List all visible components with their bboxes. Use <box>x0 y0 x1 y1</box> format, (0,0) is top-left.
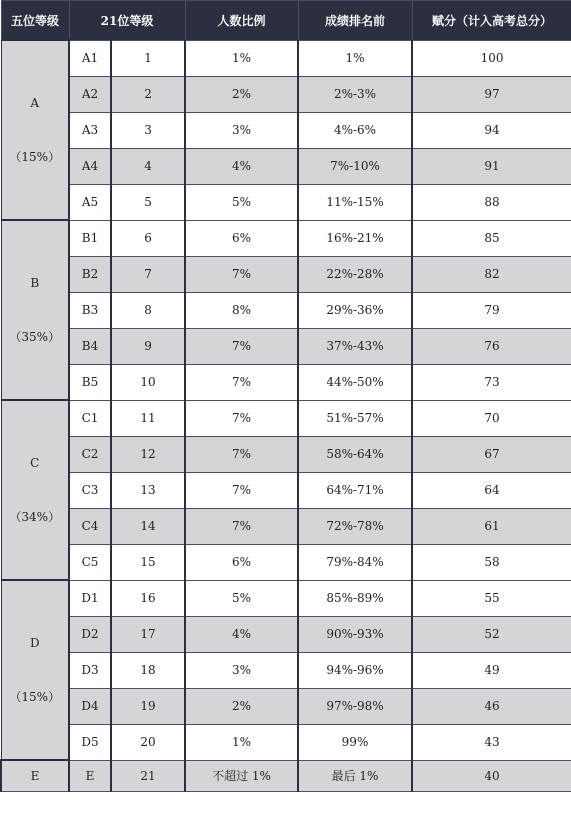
code-cell: D1 <box>69 580 111 616</box>
score-cell: 49 <box>412 652 571 688</box>
score-cell: 94 <box>412 112 571 148</box>
top-cell: 11%-15% <box>298 184 412 220</box>
code-cell: C4 <box>69 508 111 544</box>
top-cell: 37%-43% <box>298 328 412 364</box>
top-cell: 29%-36% <box>298 292 412 328</box>
rank-cell: 9 <box>111 328 185 364</box>
group-percent: （15%） <box>9 689 61 704</box>
table-row <box>1 544 571 580</box>
five-level-group <box>1 220 69 400</box>
ratio-cell: 4% <box>185 616 298 652</box>
rank-cell: 15 <box>111 544 185 580</box>
code-cell: E <box>69 760 111 792</box>
table-row <box>1 256 571 292</box>
ratio-cell: 1% <box>185 40 298 76</box>
score-cell: 58 <box>412 544 571 580</box>
top-cell: 79%-84% <box>298 544 412 580</box>
five-level-group <box>1 580 69 760</box>
code-cell: B3 <box>69 292 111 328</box>
rank-cell: 18 <box>111 652 185 688</box>
ratio-cell: 7% <box>185 472 298 508</box>
top-cell: 58%-64% <box>298 436 412 472</box>
group-percent: （34%） <box>9 509 61 524</box>
code-cell: B5 <box>69 364 111 400</box>
score-cell: 91 <box>412 148 571 184</box>
score-cell: 79 <box>412 292 571 328</box>
score-cell: 64 <box>412 472 571 508</box>
score-cell: 73 <box>412 364 571 400</box>
table-row <box>1 328 571 364</box>
code-cell: C2 <box>69 436 111 472</box>
ratio-cell: 6% <box>185 544 298 580</box>
top-cell: 51%-57% <box>298 400 412 436</box>
score-cell: 76 <box>412 328 571 364</box>
top-cell: 64%-71% <box>298 472 412 508</box>
table-row <box>1 436 571 472</box>
table-row <box>1 508 571 544</box>
ratio-cell: 5% <box>185 184 298 220</box>
top-cell: 16%-21% <box>298 220 412 256</box>
ratio-cell: 5% <box>185 580 298 616</box>
table-row-e <box>1 760 571 792</box>
table-row <box>1 220 571 256</box>
header-rank-top: 成绩排名前 <box>298 1 412 41</box>
group-percent: （15%） <box>9 149 61 164</box>
ratio-cell: 3% <box>185 112 298 148</box>
header-row <box>1 1 571 41</box>
top-cell: 最后 1% <box>298 760 412 792</box>
code-cell: D3 <box>69 652 111 688</box>
header-score: 赋分（计入高考总分） <box>412 1 571 41</box>
ratio-cell: 2% <box>185 76 298 112</box>
table-row <box>1 112 571 148</box>
ratio-cell: 7% <box>185 436 298 472</box>
table-row <box>1 184 571 220</box>
top-cell: 72%-78% <box>298 508 412 544</box>
rank-cell: 11 <box>111 400 185 436</box>
header-21-level: 21位等级 <box>69 1 185 41</box>
rank-cell: 7 <box>111 256 185 292</box>
rank-cell: 16 <box>111 580 185 616</box>
five-level-e: E <box>1 760 69 792</box>
score-cell: 55 <box>412 580 571 616</box>
header-ratio: 人数比例 <box>185 1 298 41</box>
top-cell: 99% <box>298 724 412 760</box>
table-row <box>1 724 571 760</box>
code-cell: D4 <box>69 688 111 724</box>
rank-cell: 8 <box>111 292 185 328</box>
score-cell: 88 <box>412 184 571 220</box>
table-row <box>1 76 571 112</box>
code-cell: B4 <box>69 328 111 364</box>
ratio-cell: 3% <box>185 652 298 688</box>
rank-cell: 2 <box>111 76 185 112</box>
top-cell: 2%-3% <box>298 76 412 112</box>
top-cell: 85%-89% <box>298 580 412 616</box>
score-cell: 97 <box>412 76 571 112</box>
ratio-cell: 7% <box>185 364 298 400</box>
score-cell: 85 <box>412 220 571 256</box>
rank-cell: 20 <box>111 724 185 760</box>
top-cell: 4%-6% <box>298 112 412 148</box>
code-cell: A4 <box>69 148 111 184</box>
table-row <box>1 616 571 652</box>
table-row <box>1 400 571 436</box>
top-cell: 1% <box>298 40 412 76</box>
ratio-cell: 7% <box>185 256 298 292</box>
score-cell: 70 <box>412 400 571 436</box>
code-cell: B1 <box>69 220 111 256</box>
rank-cell: 17 <box>111 616 185 652</box>
score-cell: 67 <box>412 436 571 472</box>
table-row <box>1 580 571 616</box>
code-cell: A2 <box>69 76 111 112</box>
score-cell: 43 <box>412 724 571 760</box>
ratio-cell: 8% <box>185 292 298 328</box>
code-cell: D5 <box>69 724 111 760</box>
five-level-group <box>1 400 69 580</box>
score-cell: 46 <box>412 688 571 724</box>
five-level-group <box>1 40 69 220</box>
ratio-cell: 7% <box>185 328 298 364</box>
table-row <box>1 688 571 724</box>
top-cell: 7%-10% <box>298 148 412 184</box>
ratio-cell: 2% <box>185 688 298 724</box>
top-cell: 22%-28% <box>298 256 412 292</box>
code-cell: A5 <box>69 184 111 220</box>
top-cell: 44%-50% <box>298 364 412 400</box>
group-letter: B <box>30 275 40 290</box>
rank-cell: 12 <box>111 436 185 472</box>
score-cell: 82 <box>412 256 571 292</box>
code-cell: A3 <box>69 112 111 148</box>
group-letter: C <box>30 455 40 470</box>
code-cell: C3 <box>69 472 111 508</box>
score-cell: 100 <box>412 40 571 76</box>
ratio-cell: 7% <box>185 508 298 544</box>
rank-cell: 5 <box>111 184 185 220</box>
group-letter: A <box>30 95 40 110</box>
rank-cell: 4 <box>111 148 185 184</box>
table-row <box>1 364 571 400</box>
table-row <box>1 472 571 508</box>
ratio-cell: 4% <box>185 148 298 184</box>
code-cell: B2 <box>69 256 111 292</box>
rank-cell: 6 <box>111 220 185 256</box>
code-cell: C5 <box>69 544 111 580</box>
code-cell: D2 <box>69 616 111 652</box>
group-percent: （35%） <box>9 329 61 344</box>
table-row <box>1 292 571 328</box>
code-cell: C1 <box>69 400 111 436</box>
ratio-cell: 6% <box>185 220 298 256</box>
header-five-level: 五位等级 <box>1 1 69 41</box>
table-body <box>1 40 571 792</box>
rank-cell: 1 <box>111 40 185 76</box>
ratio-cell: 1% <box>185 724 298 760</box>
ratio-cell: 7% <box>185 400 298 436</box>
table-row <box>1 148 571 184</box>
group-letter: D <box>29 635 40 650</box>
score-cell: 40 <box>412 760 571 792</box>
rank-cell: 21 <box>111 760 185 792</box>
table-row <box>1 652 571 688</box>
score-cell: 52 <box>412 616 571 652</box>
code-cell: A1 <box>69 40 111 76</box>
rank-cell: 19 <box>111 688 185 724</box>
score-cell: 61 <box>412 508 571 544</box>
top-cell: 97%-98% <box>298 688 412 724</box>
top-cell: 94%-96% <box>298 652 412 688</box>
rank-cell: 13 <box>111 472 185 508</box>
rank-cell: 3 <box>111 112 185 148</box>
rank-cell: 14 <box>111 508 185 544</box>
top-cell: 90%-93% <box>298 616 412 652</box>
table-row <box>1 40 571 76</box>
rank-cell: 10 <box>111 364 185 400</box>
ratio-cell: 不超过 1% <box>185 760 298 792</box>
